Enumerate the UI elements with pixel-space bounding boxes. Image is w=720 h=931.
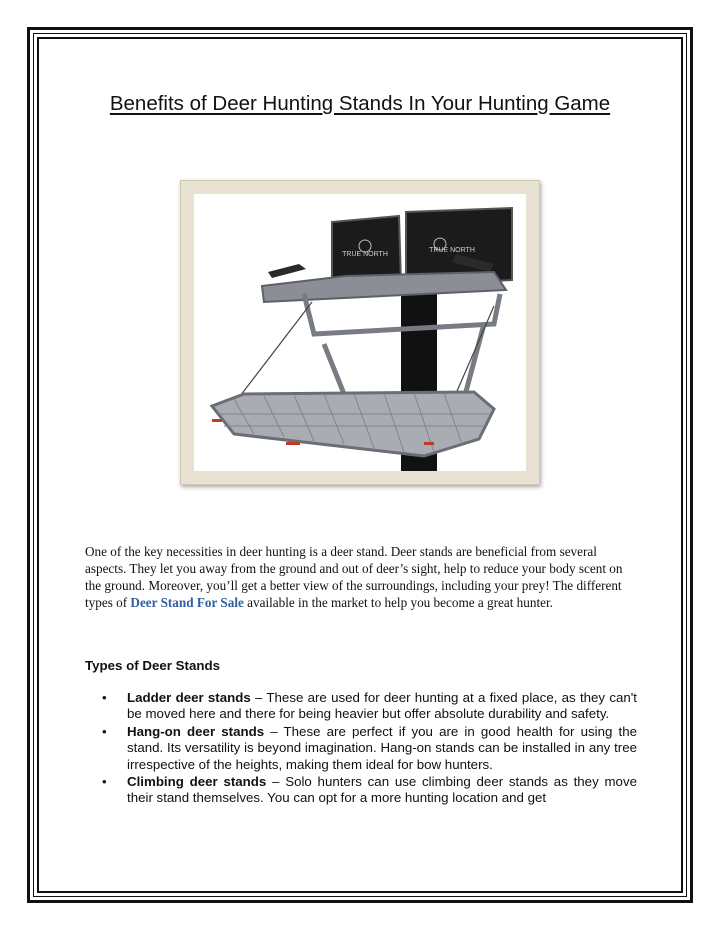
foot-platform: [212, 392, 494, 456]
bullet-text: – These are perfect if you are in good health for using the stand. Its versatility is beyond imagination. Hang-on stands can be installed in any tree irrespective of the heights, making them ideal for bow hunters.: [127, 723, 638, 772]
deer-stand-photo: [194, 194, 526, 471]
brand-logo-right: TRUE NORTH: [429, 247, 475, 254]
deer-stand-for-sale-link[interactable]: Deer Stand For Sale: [130, 595, 244, 610]
accent-left: [286, 442, 300, 445]
list-item-climbing: [85, 774, 637, 807]
accent-front: [212, 419, 222, 422]
support-leg-left: [324, 344, 344, 394]
list-item-ladder: [85, 690, 637, 723]
list-item-hang-on: [85, 724, 637, 773]
accent-right: [424, 442, 434, 445]
bullet-term: Hang-on deer stands: [127, 723, 265, 739]
page-title: Benefits of Deer Hunting Stands In Your Hunting Game: [109, 92, 611, 115]
support-cable-left: [234, 302, 312, 404]
intro-text-before: One of the key necessities in deer hunting is a deer stand. Deer stands are beneficial from several aspects. They let you away from the ground and out of deer’s sight, help to reduce your body scent on the ground. Moreover, you’ll get a better view of the surroundings, including your prey! The different types of: [85, 544, 623, 610]
brand-logo-left: TRUE NORTH: [342, 251, 388, 258]
deer-stand-photo-frame: [180, 180, 540, 485]
bullet-text: – These are used for deer hunting at a fixed place, as they can't be moved here and there for being heavier but offer absolute durability and safety.: [127, 690, 637, 722]
bullet-dot: •: [102, 774, 107, 790]
seat-frame: [262, 272, 506, 302]
armrest-left: [268, 264, 306, 278]
bullet-dot: •: [102, 723, 107, 739]
bullet-dot: •: [102, 690, 107, 705]
section-heading: Types of Deer Stands: [85, 658, 220, 673]
bullet-term: Climbing deer stands: [127, 774, 267, 790]
intro-text-after: available in the market to help you become a great hunter.: [243, 595, 553, 610]
deer-stand-types-list: [85, 690, 637, 808]
intro-paragraph: [85, 543, 640, 611]
bullet-text: – Solo hunters can use climbing deer stands as they move their stand themselves. You can opt for a more hunting location and get: [127, 774, 637, 806]
deer-stand-illustration: [194, 194, 526, 471]
bullet-term: Ladder deer stands: [127, 690, 251, 705]
